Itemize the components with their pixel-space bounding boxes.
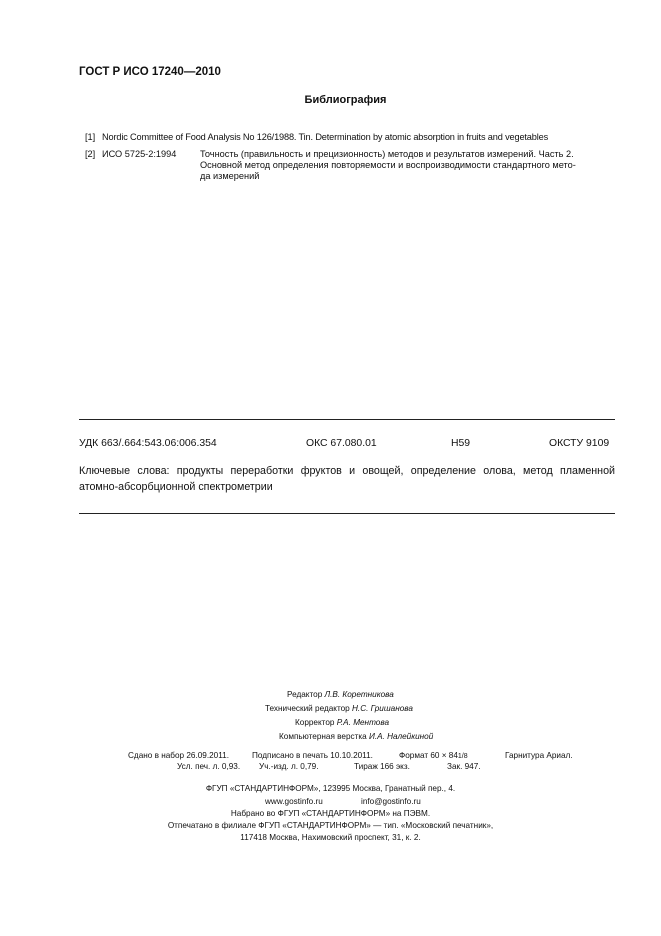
- oks-code: ОКС 67.080.01: [306, 438, 377, 449]
- divider-top: [79, 419, 615, 420]
- entry-text-line: Точность (правильность и прецизионность) методов и результатов измерений. Часть 2.: [200, 149, 574, 159]
- entry-text-line: да измерений: [200, 171, 260, 181]
- publisher-printed: Отпечатано в филиале ФГУП «СТАНДАРТИНФОРМ» — тип. «Московский печатник»,: [167, 821, 494, 830]
- credit-name: Р.А. Ментова: [336, 718, 389, 727]
- credit-editor: [287, 690, 394, 699]
- imprint-submitted: Сдано в набор 26.09.2011.: [128, 751, 230, 760]
- imprint-format: [399, 751, 468, 760]
- imprint-signed: Подписано в печать 10.10.2011.: [252, 751, 373, 760]
- document-code: ГОСТ Р ИСО 17240—2010: [79, 66, 221, 78]
- okstu-code: ОКСТУ 9109: [549, 438, 610, 449]
- credit-name: Л.В. Коретникова: [324, 690, 394, 699]
- credit-proofreader: [295, 718, 389, 727]
- entry-number: [2]: [85, 149, 96, 159]
- credit-label: Технический редактор: [265, 704, 350, 713]
- publisher-typeset: Набрано во ФГУП «СТАНДАРТИНФОРМ» на ПЭВМ.: [230, 809, 431, 818]
- imprint-typeface: Гарнитура Ариал.: [505, 751, 573, 760]
- entry-number: [1]: [85, 132, 96, 142]
- credit-label: Корректор: [295, 718, 335, 727]
- credit-tech-editor: [265, 704, 413, 713]
- divider-bottom: [79, 513, 615, 514]
- format-label: Формат 60 × 84: [399, 751, 458, 760]
- credit-label: Компьютерная верстка: [279, 732, 367, 741]
- credit-label: Редактор: [287, 690, 323, 699]
- credit-name: Н.С. Гришанова: [352, 704, 413, 713]
- keywords-line: Ключевые слова: продукты переработки фруктов и овощей, определение олова, метод пламенной: [79, 465, 615, 477]
- imprint-order: Зак. 947.: [447, 762, 481, 771]
- entry-text: Nordic Committee of Food Analysis No 126/1988. Tin. Determination by atomic absorption in fruits and vegetables: [102, 132, 549, 142]
- format-fraction: 1/8: [457, 753, 468, 760]
- bibliography-title: Библиография: [304, 94, 387, 106]
- keywords: [79, 464, 615, 495]
- publisher-email: info@gostinfo.ru: [361, 797, 421, 806]
- credit-layout: [279, 732, 433, 741]
- publisher-address: ФГУП «СТАНДАРТИНФОРМ», 123995 Москва, Гранатный пер., 4.: [205, 784, 456, 793]
- publisher-printer-address: 117418 Москва, Нахимовский проспект, 31, к. 2.: [240, 833, 421, 842]
- udk-code: УДК 663/.664:543.06:006.354: [79, 438, 217, 449]
- credit-name: И.А. Налейкиной: [368, 732, 434, 741]
- keywords-line: атомно-абсорбционной спектрометрии: [79, 480, 273, 493]
- group-code: Н59: [451, 438, 471, 449]
- entry-text-line: Основной метод определения повторяемости и воспроизводимости стандартного мето-: [200, 160, 576, 170]
- imprint-print-sheets: Усл. печ. л. 0,93.: [177, 762, 241, 771]
- imprint-publ-sheets: Уч.-изд. л. 0,79.: [259, 762, 319, 771]
- imprint-run: Тираж 166 экз.: [354, 762, 410, 771]
- entry-source: ИСО 5725-2:1994: [102, 149, 177, 159]
- publisher-site: www.gostinfo.ru: [265, 797, 323, 806]
